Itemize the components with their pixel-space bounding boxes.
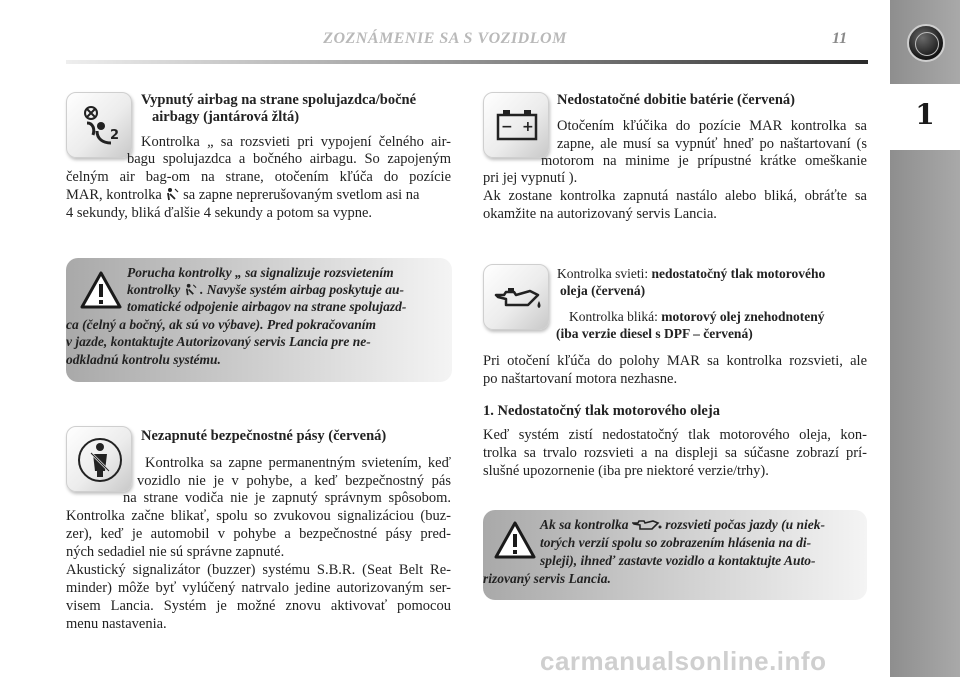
airbag-warning-line: odkladnú kontrolu systému. — [66, 352, 221, 367]
seatbelt-text-line: na strane vodiča nie je zapnutý správnym spôsobom. — [123, 490, 451, 506]
battery-symbol — [484, 93, 550, 159]
oil-can-inline-icon — [632, 519, 662, 531]
battery-heading: Nedostatočné dobitie batérie (červená) — [557, 92, 795, 108]
airbag-warning-text-b: . Navyše systém airbag poskytuje au- — [200, 282, 404, 297]
airbag-off-symbol — [67, 93, 133, 159]
airbag-warning-line: Porucha kontrolky „ sa signalizuje rozsvietením — [127, 265, 394, 280]
oil-pressure-warning-icon — [483, 264, 549, 330]
airbag-heading-line-1: Vypnutý airbag na strane spolujazdca/bočné — [141, 92, 417, 108]
airbag-warning-text-a: kontrolky — [127, 282, 181, 297]
seatbelt-heading: Nezapnuté bezpečnostné pásy (červená) — [141, 428, 387, 444]
warning-triangle-icon — [79, 270, 123, 310]
oil-on-line-2 — [560, 282, 645, 299]
battery-plus-sign: + — [522, 119, 534, 135]
oil-on-value: nedostatočný tlak motorového — [651, 266, 826, 281]
seatbelt-text-line: Akustický signalizátor (buzzer) systému S.B.R. (Seat Belt Re- — [66, 562, 451, 578]
airbag-text-line: čelným air bag-om na strane, otočením kľúča do pozície — [66, 169, 451, 185]
chapter-number: 1 — [915, 98, 935, 131]
oil-can-symbol — [484, 265, 550, 331]
battery-minus-sign: − — [501, 119, 513, 135]
oil-on-label: Kontrolka svieti: — [557, 266, 649, 281]
airbag-off-warning-icon — [66, 92, 132, 158]
page-header-title: ZOZNÁMENIE SA S VOZIDLOM — [323, 30, 567, 47]
airbag-text-line-with-icon — [66, 187, 419, 204]
oil-warning-line: spleji), ihneď zastavte vozidlo a kontaktujte Auto- — [540, 553, 816, 568]
battery-text-line: pri jej vypnutí ). — [483, 170, 578, 186]
battery-text-line: zapne, ale musí sa vypnúť hneď po naštartovaní (s — [557, 136, 867, 152]
seatbelt-text-line: visem Lancia. Systém je možné znovu aktivovať pomocou — [66, 598, 451, 614]
airbag-text-prefix: MAR, kontrolka — [66, 187, 162, 203]
oil-on-value-2: oleja (červená) — [560, 283, 646, 298]
oil-blink-line-2 — [556, 325, 753, 342]
battery-text-line: Ak zostane kontrolka zapnutá nastálo alebo bliká, obráťte sa — [483, 188, 867, 204]
header-rule — [66, 60, 868, 64]
battery-text-line: okamžite na autorizovaný servis Lancia. — [483, 206, 717, 222]
oil-warning-text-b: rozsvieti počas jazdy (u niek- — [665, 517, 826, 532]
airbag-warning-line: v jazde, kontaktujte Autorizovaný servis Lancia pre ne- — [66, 334, 371, 349]
oil-blink-value: motorový olej znehodnotený — [661, 309, 825, 324]
oil-text-line: po naštartovaní motora nezhasne. — [483, 371, 678, 387]
lancia-logo-icon — [907, 24, 945, 62]
airbag-warning-line: ca (čelný a bočný, ak sú vo výbave). Pred pokračovaním — [66, 317, 377, 332]
page-number: 11 — [832, 30, 848, 47]
seatbelt-text-line: ných sedadiel nie sú správne zapnuté. — [66, 544, 285, 560]
airbag-text-line: Kontrolka „ sa rozsvieti pri vypojení čelného air- — [141, 134, 451, 150]
oil-blink-line — [569, 308, 824, 325]
seatbelt-warning-icon — [66, 426, 132, 492]
oil-blink-value-2: (iba verzie diesel s DPF – červená) — [556, 326, 753, 341]
seatbelt-text-line: Kontrolka sa zapne permanentným svietením, keď — [145, 455, 451, 471]
airbag-inline-icon — [184, 283, 197, 296]
airbag-text-line: 4 sekundy, bliká ďalšie 4 sekundy a potom sa vypne. — [66, 205, 373, 221]
warning-triangle-icon — [493, 520, 537, 560]
battery-text-line: Otočením kľúčika do pozície MAR kontrolka sa — [557, 118, 867, 134]
airbag-warning-line-with-icon — [127, 281, 404, 298]
chapter-marker — [890, 84, 960, 150]
airbag-text-line: bagu spolujazdca a bočného airbagu. So zapojeným — [127, 151, 451, 167]
airbag-icon-badge: 2 — [110, 128, 120, 143]
oil-subsection-line: Keď systém zistí nedostatočný tlak motorového oleja, kon- — [483, 427, 867, 443]
oil-subsection-line: slušné upozornenie (iba pre niektoré verzie/trhy). — [483, 463, 769, 479]
battery-text-line: motorom na minime je prípustné krátke omeškanie — [541, 153, 867, 169]
seatbelt-text-line: minder) môže byť vylúčený natrvalo jedine autorizovaným ser- — [66, 580, 451, 596]
oil-subsection-line: trolka sa trvalo rozsvieti a na displeji sa súčasne zobrazí prí- — [483, 445, 867, 461]
oil-warning-line: torých verzií spolu so zobrazením hlásenia na di- — [540, 535, 812, 550]
airbag-warning-line: tomatické odpojenie airbagov na strane spolujazd- — [127, 299, 407, 314]
seatbelt-symbol — [67, 427, 133, 493]
oil-warning-line-with-icon — [540, 516, 825, 533]
oil-subheading: 1. Nedostatočný tlak motorového oleja — [483, 403, 720, 419]
oil-blink-label: Kontrolka bliká: — [569, 309, 658, 324]
seatbelt-text-line: vozidlo nie je v pohybe, a keď bezpečnostný pás — [137, 473, 451, 489]
battery-charge-warning-icon — [483, 92, 549, 158]
airbag-text-suffix: sa zapne neprerušovaným svetlom asi na — [183, 187, 420, 203]
oil-text-line: Pri otočení kľúča do polohy MAR sa kontrolka rozsvieti, ale — [483, 353, 867, 369]
oil-on-line — [557, 265, 825, 282]
seatbelt-text-line: zer), keď je automobil v pohybe a bezpečnostné pásy pred- — [66, 526, 451, 542]
watermark: carmanualsonline.info — [540, 646, 827, 676]
airbag-heading-line-2: airbagy (jantárová žltá) — [152, 109, 300, 125]
oil-warning-text-a: Ak sa kontrolka — [540, 517, 629, 532]
seatbelt-text-line: menu nastavenia. — [66, 616, 167, 632]
seatbelt-text-line: Kontrolka začne blikať, spolu so zvukovou signalizáciou (buz- — [66, 508, 451, 524]
airbag-inline-icon — [165, 187, 179, 201]
oil-warning-line: rizovaný servis Lancia. — [483, 571, 611, 586]
